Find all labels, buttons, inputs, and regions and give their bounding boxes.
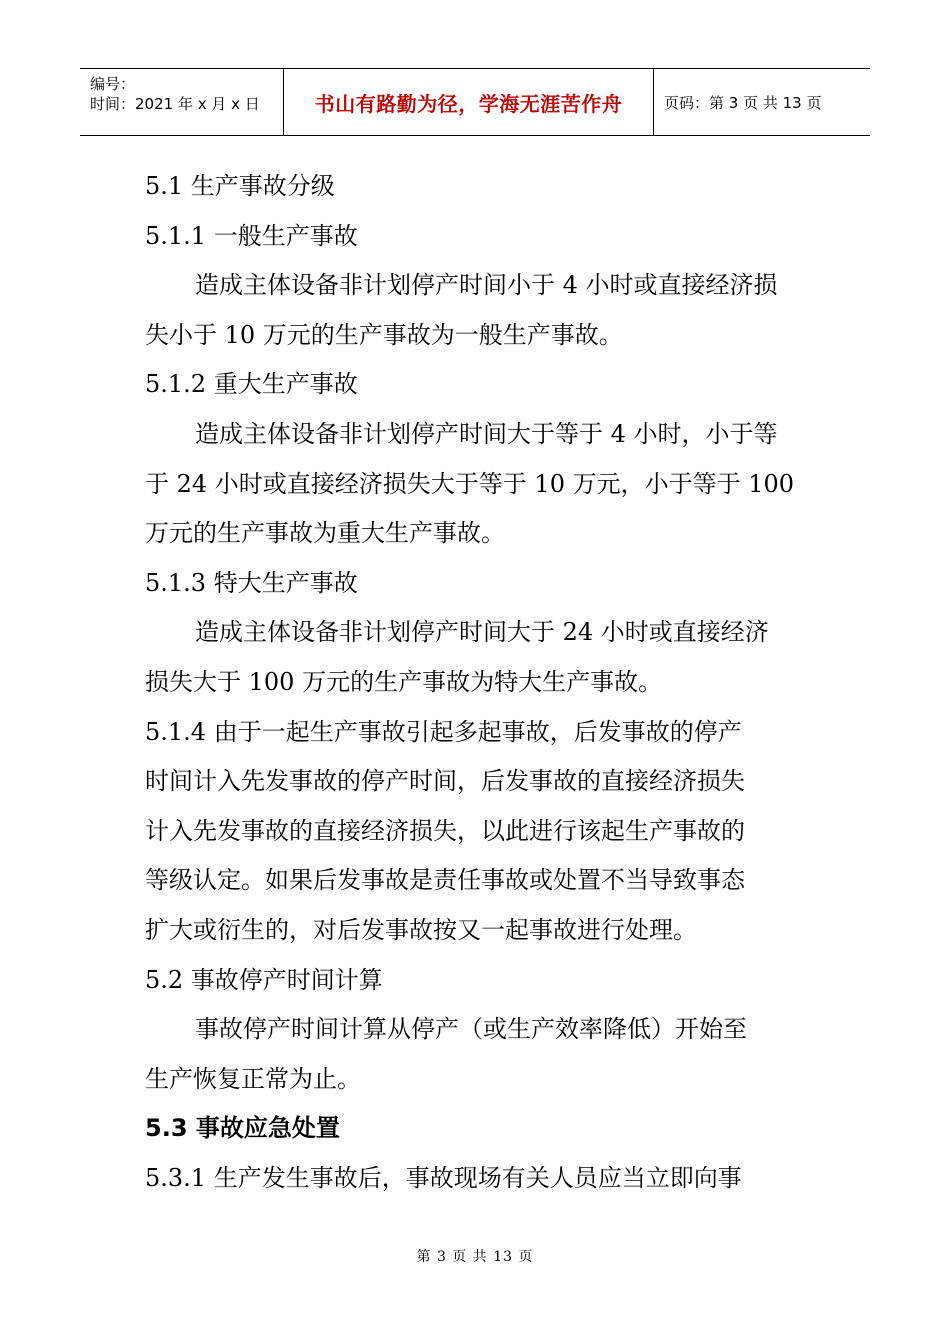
header-info-cell xyxy=(80,69,284,135)
section-heading: 5.2 事故停产时间计算 xyxy=(145,965,383,994)
paragraph-line: 造成主体设备非计划停产时间大于等于 4 小时，小于等 xyxy=(195,419,778,448)
paragraph-line: 造成主体设备非计划停产时间小于 4 小时或直接经济损 xyxy=(195,271,778,300)
paragraph-line: 计入先发事故的直接经济损失，以此进行该起生产事故的 xyxy=(145,816,745,845)
section-heading: 5.1 生产事故分级 xyxy=(145,172,335,200)
paragraph-line: 损失大于 100 万元的生产事故为特大生产事故。 xyxy=(145,667,663,696)
paragraph-line: 失小于 10 万元的生产事故为一般生产事故。 xyxy=(145,320,623,349)
section-heading: 5.3 事故应急处置 xyxy=(145,1114,340,1143)
header-motto: 书山有路勤为径，学海无涯苦作舟 xyxy=(314,91,623,116)
paragraph-line: 5.1.4 由于一起生产事故引起多起事故，后发事故的停产 xyxy=(145,717,742,746)
header-page-label: 页码：第 3 页 共 13 页 xyxy=(664,93,822,112)
document-body xyxy=(145,162,810,1203)
paragraph-line: 扩大或衍生的，对后发事故按又一起事故进行处理。 xyxy=(145,915,697,944)
paragraph-line: 造成主体设备非计划停产时间大于 24 小时或直接经济 xyxy=(195,618,769,647)
section-heading: 5.1.1 一般生产事故 xyxy=(145,221,358,250)
section-heading: 5.1.2 重大生产事故 xyxy=(145,370,358,399)
document-time-label: 时间：2021 年 x 月 x 日 xyxy=(90,95,260,113)
section-heading: 5.1.3 特大生产事故 xyxy=(145,568,358,597)
paragraph-line: 事故停产时间计算从停产（或生产效率降低）开始至 xyxy=(195,1015,747,1044)
paragraph-line: 时间计入先发事故的停产时间，后发事故的直接经济损失 xyxy=(145,767,745,796)
paragraph-line: 于 24 小时或直接经济损失大于等于 10 万元，小于等于 100 xyxy=(145,469,795,498)
paragraph-line: 等级认定。如果后发事故是责任事故或处置不当导致事态 xyxy=(145,866,745,895)
page-footer: 第 3 页 共 13 页 xyxy=(416,1249,534,1265)
page-header xyxy=(80,68,870,136)
document-number-label: 编号： xyxy=(90,75,136,93)
header-motto-cell xyxy=(284,69,654,135)
header-page-cell xyxy=(654,69,870,135)
paragraph-line: 万元的生产事故为重大生产事故。 xyxy=(145,519,505,548)
paragraph-line: 5.3.1 生产发生事故后，事故现场有关人员应当立即向事 xyxy=(145,1163,742,1192)
paragraph-line: 生产恢复正常为止。 xyxy=(145,1064,361,1093)
